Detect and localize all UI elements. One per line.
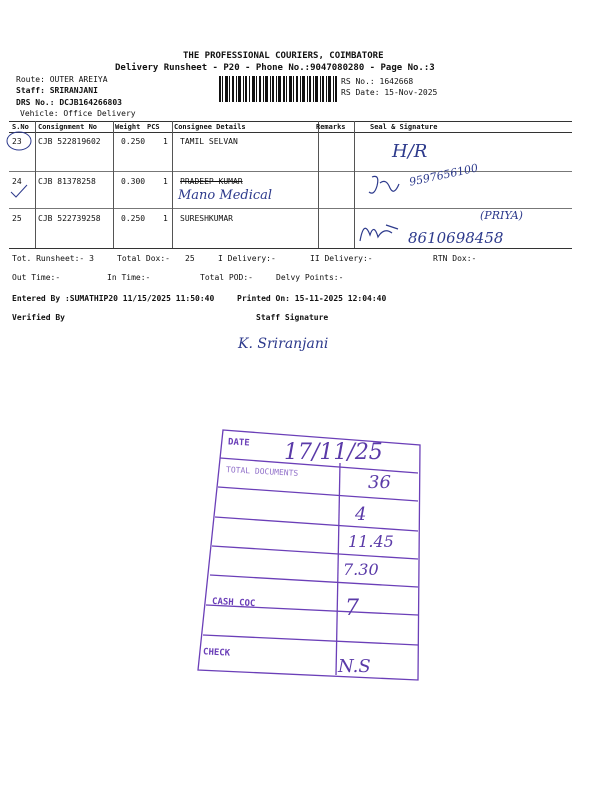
total-dox-value: 25 <box>185 254 195 263</box>
stamp-value: 7.30 <box>343 560 379 579</box>
drs-number: DRS No.: DCJB164266803 <box>16 98 122 107</box>
total-runsheet: Tot. Runsheet:- 3 <box>12 254 94 263</box>
staff-signature-label: Staff Signature <box>256 313 329 322</box>
total-dox-label: Total Dox:- <box>117 254 170 263</box>
rs-date: RS Date: 15-Nov-2025 <box>341 88 438 97</box>
row-weight: 0.250 <box>121 214 146 223</box>
stamp-date-label: DATE <box>227 437 250 449</box>
rs-number: RS No.: 1642668 <box>341 77 414 86</box>
out-time: Out Time:- <box>12 273 61 282</box>
row-consignment: CJB 522819602 <box>38 137 101 146</box>
row-consignment: CJB 522739258 <box>38 214 101 223</box>
rtn-dox: RTN Dox:- <box>433 254 477 263</box>
header-seal: Seal & Signature <box>370 123 438 131</box>
total-pod: Total POD:- <box>200 273 253 282</box>
header-sno: S.No <box>12 123 29 131</box>
stamp-value: 36 <box>368 472 391 493</box>
row-consignment: CJB 81378258 <box>38 177 96 186</box>
header-consignment: Consignment No <box>38 123 98 131</box>
in-time: In Time:- <box>107 273 151 282</box>
row-handwritten-note: (PRIYA) <box>480 209 523 222</box>
row-handwritten-sign: 8610698458 <box>408 229 504 247</box>
row-handwritten-sign: H/R <box>392 141 428 162</box>
stamp-value: 4 <box>355 504 367 525</box>
printed-on: Printed On: 15-11-2025 12:04:40 <box>237 294 387 303</box>
header-consignee: Consignee Details <box>174 123 246 131</box>
row-weight: 0.250 <box>121 137 146 146</box>
i-delivery: I Delivery:- <box>218 254 276 263</box>
header-pcs: PCS <box>147 123 160 131</box>
row-consignee: SURESHKUMAR <box>180 214 233 223</box>
staff: Staff: SRIRANJANI <box>16 86 98 95</box>
route: Route: OUTER AREIYA <box>16 75 108 84</box>
delvy-points: Delvy Points:- <box>276 273 344 282</box>
stamp-value: N.S <box>338 656 371 677</box>
verified-by: Verified By <box>12 313 65 322</box>
header-weight: Weight <box>115 123 141 131</box>
row-pcs: 1 <box>163 177 168 186</box>
row-pcs: 1 <box>163 137 168 146</box>
row-weight: 0.300 <box>121 177 146 186</box>
row-sno: 25 <box>12 214 22 223</box>
row-pcs: 1 <box>163 214 168 223</box>
row-handwritten-consignee: Mano Medical <box>178 188 273 203</box>
header-remarks: Remarks <box>316 123 346 131</box>
stamp-total-label: TOTAL DOCUMENTS <box>225 465 299 478</box>
row-sno: 24 <box>12 177 22 186</box>
entered-by: Entered By :SUMATHIP20 11/15/2025 11:50:40 <box>12 294 215 303</box>
vehicle: Vehicle: Office Delivery <box>20 109 136 118</box>
ii-delivery: II Delivery:- <box>310 254 373 263</box>
row-consignee: PRADEEP KUMAR <box>180 177 243 186</box>
staff-signature-handwritten: K. Sriranjani <box>238 336 329 352</box>
row-consignee: TAMIL SELVAN <box>180 137 238 146</box>
stamp-value: 11.45 <box>348 532 394 551</box>
stamp-cash-label: CASH COC <box>211 596 256 610</box>
stamp-check-label: CHECK <box>202 647 231 659</box>
runsheet-subtitle: Delivery Runsheet - P20 - Phone No.:9047080280 - Page No.:3 <box>115 63 435 73</box>
stamp-value: 7 <box>345 596 359 621</box>
row-handwritten-sign: 9597656100 <box>408 161 480 189</box>
row-sno: 23 <box>12 137 22 146</box>
stamp-date-value: 17/11/25 <box>284 440 383 465</box>
company-name: THE PROFESSIONAL COURIERS, COIMBATORE <box>183 51 384 61</box>
